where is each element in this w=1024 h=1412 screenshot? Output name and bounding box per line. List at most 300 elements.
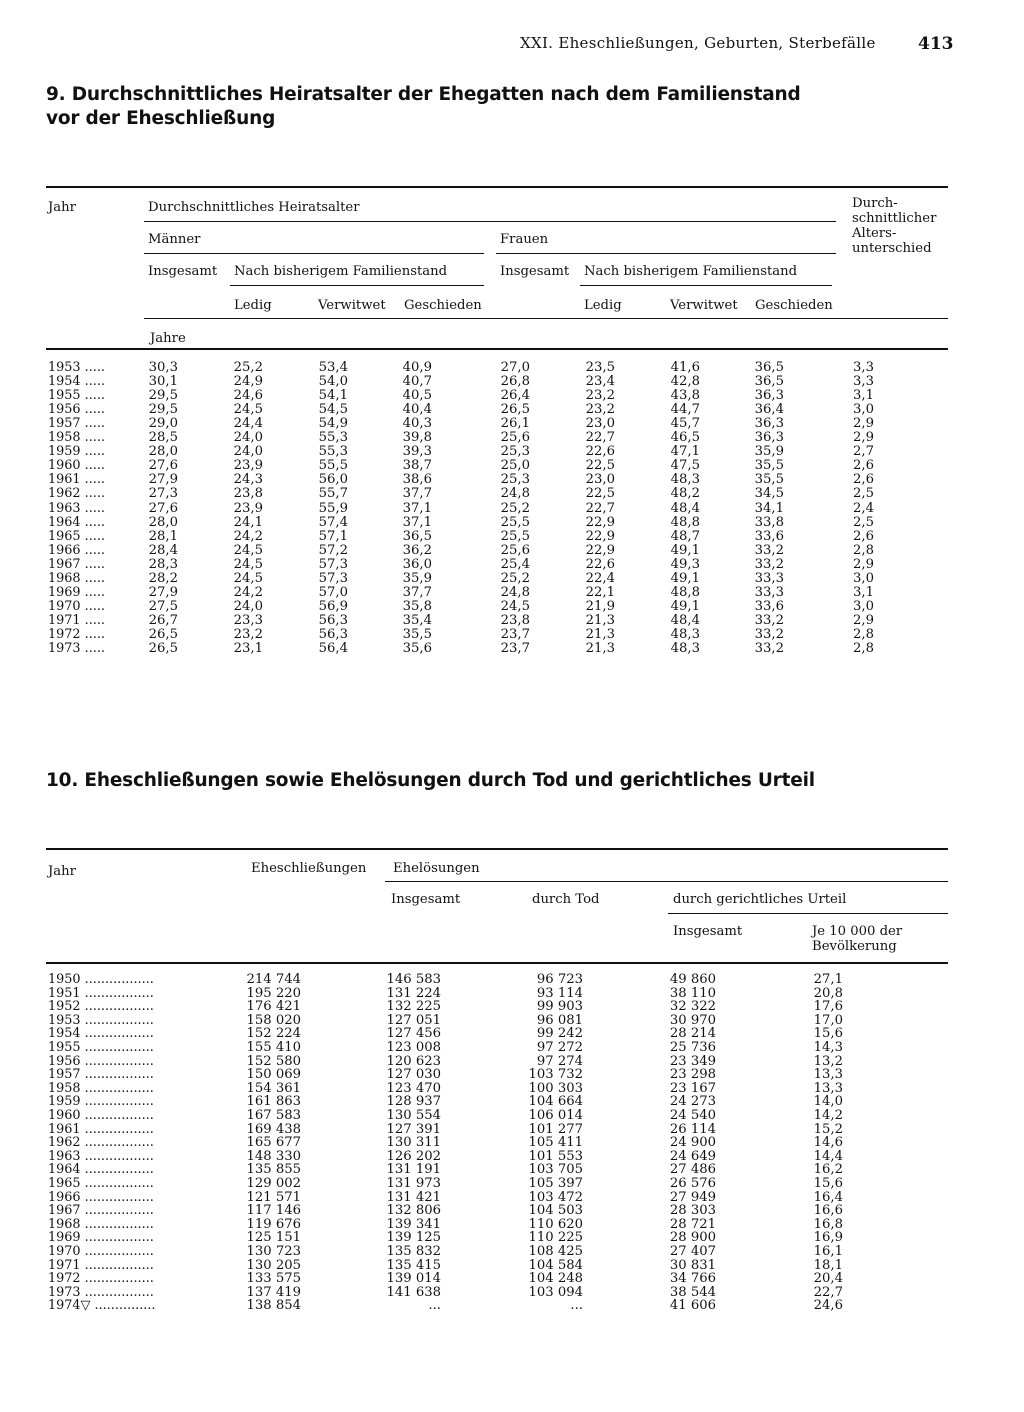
table10-eheloesungen-rule: [385, 881, 948, 882]
eheloesungen-insgesamt-cell: 126 202: [386, 1148, 441, 1164]
maenner-insgesamt-cell: 28,0: [148, 514, 178, 530]
je-10000-line2: Bevölkerung: [812, 939, 897, 954]
frauen-ledig-cell: 22,6: [585, 444, 615, 460]
durch-tod-cell: 103 472: [528, 1189, 583, 1205]
year-cell: 1950 .................: [48, 972, 154, 987]
eheloesungen-insgesamt-cell: 146 583: [386, 972, 441, 987]
maenner-insgesamt-cell: 29,5: [148, 388, 178, 404]
frauen-insgesamt-cell: 25,2: [500, 500, 530, 516]
altersunterschied-cell: 3,3: [853, 374, 874, 390]
maenner-insgesamt-cell: 28,4: [148, 542, 178, 558]
maenner-insgesamt-cell: 27,5: [148, 598, 178, 614]
year-cell: 1955 .....: [48, 388, 105, 404]
table10-header-insgesamt: Insgesamt: [391, 892, 461, 907]
year-cell: 1953 .....: [48, 360, 105, 375]
year-cell: 1966 .................: [48, 1189, 154, 1205]
frauen-verwitwet-cell: 49,1: [670, 570, 700, 586]
maenner-ledig-cell: 24,5: [233, 542, 263, 558]
maenner-geschieden-cell: 40,5: [402, 388, 432, 404]
altersunterschied-cell: 3,0: [853, 598, 874, 614]
durch-tod-cell: 101 277: [528, 1121, 583, 1137]
eheschliessungen-cell: 214 744: [246, 972, 301, 987]
durch-tod-cell: 104 503: [528, 1203, 583, 1219]
frauen-verwitwet-cell: 42,8: [670, 374, 700, 390]
maenner-insgesamt-cell: 27,9: [148, 584, 178, 600]
eheloesungen-insgesamt-cell: 130 554: [386, 1108, 441, 1123]
frauen-geschieden-cell: 36,5: [754, 360, 784, 375]
durch-tod-cell: 100 303: [528, 1080, 583, 1096]
table10-header-bottom-rule: [46, 962, 948, 964]
frauen-insgesamt-cell: 25,2: [500, 570, 530, 586]
table9-header-f-geschieden: Geschieden: [755, 298, 833, 313]
table9-header-m-insgesamt: Insgesamt: [148, 264, 218, 279]
frauen-ledig-cell: 23,0: [585, 416, 615, 432]
maenner-verwitwet-cell: 56,0: [318, 472, 348, 488]
year-cell: 1954 .....: [48, 374, 105, 390]
eheloesungen-insgesamt-cell: 128 937: [386, 1094, 441, 1110]
maenner-geschieden-cell: 39,3: [402, 444, 432, 460]
frauen-insgesamt-cell: 25,5: [500, 528, 530, 544]
frauen-geschieden-cell: 33,2: [754, 542, 784, 558]
eheschliessungen-cell: 158 020: [246, 1012, 301, 1028]
table9-maenner-rule: [144, 253, 484, 254]
maenner-insgesamt-cell: 26,5: [148, 626, 178, 642]
maenner-insgesamt-cell: 29,0: [148, 416, 178, 432]
je-10000-cell: 13,3: [813, 1067, 843, 1083]
eheschliessungen-cell: 148 330: [246, 1148, 301, 1164]
maenner-verwitwet-cell: 56,9: [318, 598, 348, 614]
running-head: XXI. Eheschließungen, Geburten, Sterbefälle: [520, 34, 876, 52]
frauen-ledig-cell: 22,5: [585, 458, 615, 474]
eheschliessungen-cell: 129 002: [246, 1176, 301, 1191]
je-10000-cell: 15,2: [813, 1121, 843, 1137]
frauen-insgesamt-cell: 24,5: [500, 598, 530, 614]
table10-top-rule: [46, 848, 948, 850]
table10-title: 10. Eheschließungen sowie Ehelösungen durch Tod und gerichtliches Urteil: [46, 770, 815, 791]
eheschliessungen-cell: 161 863: [246, 1094, 301, 1110]
table9-title-line2: vor der Eheschließung: [46, 108, 276, 129]
unterschied-line2: schnittlicher: [852, 211, 937, 226]
year-cell: 1973 .................: [48, 1284, 154, 1300]
maenner-ledig-cell: 23,9: [233, 500, 263, 516]
frauen-verwitwet-cell: 45,7: [670, 416, 700, 432]
table9-header-m-ledig: Ledig: [234, 298, 272, 313]
urteil-insgesamt-cell: 27 949: [669, 1189, 716, 1205]
je-10000-cell: 20,8: [813, 985, 843, 1001]
je-10000-cell: 14,4: [813, 1148, 843, 1164]
eheloesungen-insgesamt-cell: 127 051: [386, 1012, 441, 1028]
urteil-insgesamt-cell: 27 486: [669, 1162, 716, 1178]
table9-header-m-verwitwet: Verwitwet: [318, 298, 386, 313]
urteil-insgesamt-cell: 25 736: [669, 1040, 716, 1055]
year-cell: 1970 .....: [48, 598, 105, 614]
maenner-geschieden-cell: 37,1: [402, 500, 432, 516]
maenner-verwitwet-cell: 57,3: [318, 556, 348, 572]
year-cell: 1967 .................: [48, 1203, 154, 1219]
urteil-insgesamt-cell: 28 900: [669, 1230, 716, 1246]
year-cell: 1959 .................: [48, 1094, 154, 1110]
eheloesungen-insgesamt-cell: 127 391: [386, 1121, 441, 1137]
unterschied-line4: unterschied: [852, 241, 932, 256]
maenner-ledig-cell: 23,3: [233, 612, 263, 628]
durch-tod-cell: 101 553: [528, 1148, 583, 1164]
year-cell: 1972 .................: [48, 1271, 154, 1287]
table9-header-m-familienstand: Nach bisherigem Familienstand: [234, 264, 448, 279]
je-10000-cell: 17,6: [813, 999, 843, 1015]
eheloesungen-insgesamt-cell: 123 470: [386, 1080, 441, 1096]
frauen-insgesamt-cell: 26,4: [500, 388, 530, 404]
table9-header-frauen: Frauen: [500, 232, 549, 247]
maenner-ledig-cell: 25,2: [233, 360, 263, 375]
frauen-geschieden-cell: 36,3: [754, 388, 784, 404]
year-cell: 1964 .....: [48, 514, 105, 530]
eheloesungen-insgesamt-cell: 120 623: [386, 1053, 441, 1069]
maenner-verwitwet-cell: 54,1: [318, 388, 348, 404]
durch-tod-cell: 99 903: [536, 999, 583, 1015]
durch-tod-cell: 103 094: [528, 1284, 583, 1300]
eheschliessungen-cell: 117 146: [246, 1203, 301, 1219]
maenner-insgesamt-cell: 27,6: [148, 458, 178, 474]
maenner-verwitwet-cell: 56,3: [318, 626, 348, 642]
altersunterschied-cell: 2,5: [853, 486, 874, 502]
frauen-verwitwet-cell: 47,1: [670, 444, 700, 460]
maenner-ledig-cell: 24,6: [233, 388, 263, 404]
table10-header-durch-tod: durch Tod: [532, 892, 600, 907]
eheschliessungen-cell: 152 224: [246, 1026, 301, 1042]
altersunterschied-cell: 2,7: [853, 444, 874, 460]
year-cell: 1971 .....: [48, 612, 105, 628]
frauen-insgesamt-cell: 23,7: [500, 626, 530, 642]
durch-tod-cell: 105 397: [528, 1176, 583, 1191]
frauen-insgesamt-cell: 25,5: [500, 514, 530, 530]
frauen-geschieden-cell: 34,5: [754, 486, 784, 502]
maenner-verwitwet-cell: 57,2: [318, 542, 348, 558]
maenner-insgesamt-cell: 26,7: [148, 612, 178, 628]
maenner-ledig-cell: 24,5: [233, 570, 263, 586]
durch-tod-cell: 97 274: [536, 1053, 583, 1069]
maenner-verwitwet-cell: 55,3: [318, 444, 348, 460]
maenner-ledig-cell: 24,5: [233, 556, 263, 572]
maenner-ledig-cell: 24,9: [233, 374, 263, 390]
eheloesungen-insgesamt-cell: 127 030: [386, 1067, 441, 1083]
year-cell: 1956 .....: [48, 402, 105, 418]
maenner-ledig-cell: 23,8: [233, 486, 263, 502]
urteil-insgesamt-cell: 23 167: [669, 1080, 716, 1096]
maenner-ledig-cell: 23,2: [233, 626, 263, 642]
year-cell: 1970 .................: [48, 1244, 154, 1259]
table9-header-group: Durchschnittliches Heiratsalter: [148, 200, 360, 215]
eheschliessungen-cell: 130 205: [246, 1257, 301, 1273]
maenner-geschieden-cell: 39,8: [402, 430, 432, 446]
maenner-insgesamt-cell: 30,3: [148, 360, 178, 375]
maenner-ledig-cell: 24,0: [233, 444, 263, 460]
je-10000-cell: 20,4: [813, 1271, 843, 1287]
durch-tod-cell: 93 114: [536, 985, 583, 1001]
maenner-geschieden-cell: 35,4: [402, 612, 432, 628]
table9-header-maenner: Männer: [148, 232, 201, 247]
year-cell: 1968 .................: [48, 1216, 154, 1232]
table10-header-eheschliessungen: Eheschließungen: [251, 861, 367, 876]
maenner-geschieden-cell: 40,9: [402, 360, 432, 375]
frauen-verwitwet-cell: 49,3: [670, 556, 700, 572]
table9-unit-rule: [144, 318, 948, 319]
eheschliessungen-cell: 167 583: [246, 1108, 301, 1123]
maenner-verwitwet-cell: 55,9: [318, 500, 348, 516]
urteil-insgesamt-cell: 28 721: [669, 1216, 716, 1232]
frauen-geschieden-cell: 33,3: [754, 584, 784, 600]
je-10000-cell: 22,7: [813, 1284, 843, 1300]
frauen-verwitwet-cell: 43,8: [670, 388, 700, 404]
altersunterschied-cell: 2,9: [853, 612, 874, 628]
eheloesungen-insgesamt-cell: 141 638: [386, 1284, 441, 1300]
maenner-geschieden-cell: 40,4: [402, 402, 432, 418]
durch-tod-cell: 106 014: [528, 1108, 583, 1123]
eheloesungen-insgesamt-cell: 139 341: [386, 1216, 441, 1232]
maenner-ledig-cell: 24,2: [233, 584, 263, 600]
frauen-insgesamt-cell: 24,8: [500, 584, 530, 600]
urteil-insgesamt-cell: 26 576: [669, 1176, 716, 1191]
maenner-insgesamt-cell: 30,1: [148, 374, 178, 390]
maenner-geschieden-cell: 35,8: [402, 598, 432, 614]
je-10000-cell: 16,8: [813, 1216, 843, 1232]
eheschliessungen-cell: 119 676: [246, 1216, 301, 1232]
altersunterschied-cell: 2,6: [853, 458, 874, 474]
maenner-insgesamt-cell: 29,5: [148, 402, 178, 418]
frauen-verwitwet-cell: 48,3: [670, 641, 700, 656]
altersunterschied-cell: 3,1: [853, 584, 874, 600]
table9-title-line1: 9. Durchschnittliches Heiratsalter der Ehegatten nach dem Familienstand: [46, 84, 801, 105]
frauen-verwitwet-cell: 48,3: [670, 472, 700, 488]
urteil-insgesamt-cell: 30 970: [669, 1012, 716, 1028]
urteil-insgesamt-cell: 24 649: [669, 1148, 716, 1164]
durch-tod-cell: 103 705: [528, 1162, 583, 1178]
maenner-ledig-cell: 24,3: [233, 472, 263, 488]
maenner-verwitwet-cell: 55,5: [318, 458, 348, 474]
eheloesungen-insgesamt-cell: 139 125: [386, 1230, 441, 1246]
frauen-insgesamt-cell: 26,5: [500, 402, 530, 418]
maenner-ledig-cell: 24,0: [233, 430, 263, 446]
frauen-verwitwet-cell: 41,6: [670, 360, 700, 375]
frauen-insgesamt-cell: 25,3: [500, 472, 530, 488]
eheschliessungen-cell: 155 410: [246, 1040, 301, 1055]
urteil-insgesamt-cell: 38 544: [669, 1284, 716, 1300]
year-cell: 1955 .................: [48, 1040, 154, 1055]
maenner-verwitwet-cell: 54,0: [318, 374, 348, 390]
table9-m-fam-rule: [230, 285, 484, 286]
durch-tod-cell: 104 248: [528, 1271, 583, 1287]
durch-tod-cell: 104 584: [528, 1257, 583, 1273]
altersunterschied-cell: 3,0: [853, 570, 874, 586]
frauen-verwitwet-cell: 48,4: [670, 500, 700, 516]
year-cell: 1957 .................: [48, 1067, 154, 1083]
frauen-insgesamt-cell: 26,1: [500, 416, 530, 432]
year-cell: 1963 .....: [48, 500, 105, 516]
year-cell: 1973 .....: [48, 641, 105, 656]
frauen-ledig-cell: 23,5: [585, 360, 615, 375]
table9-header-m-geschieden: Geschieden: [404, 298, 482, 313]
frauen-verwitwet-cell: 49,1: [670, 598, 700, 614]
frauen-ledig-cell: 23,4: [585, 374, 615, 390]
frauen-insgesamt-cell: 23,7: [500, 641, 530, 656]
maenner-verwitwet-cell: 57,1: [318, 528, 348, 544]
frauen-geschieden-cell: 36,3: [754, 416, 784, 432]
je-10000-cell: 17,0: [813, 1012, 843, 1028]
year-cell: 1967 .....: [48, 556, 105, 572]
frauen-verwitwet-cell: 49,1: [670, 542, 700, 558]
frauen-geschieden-cell: 36,5: [754, 374, 784, 390]
eheloesungen-insgesamt-cell: 139 014: [386, 1271, 441, 1287]
maenner-geschieden-cell: 36,0: [402, 556, 432, 572]
table9-header-f-familienstand: Nach bisherigem Familienstand: [584, 264, 798, 279]
eheloesungen-insgesamt-cell: 127 456: [386, 1026, 441, 1042]
frauen-geschieden-cell: 35,9: [754, 444, 784, 460]
year-cell: 1969 .................: [48, 1230, 154, 1246]
maenner-insgesamt-cell: 28,3: [148, 556, 178, 572]
urteil-insgesamt-cell: 23 298: [669, 1067, 716, 1083]
eheloesungen-insgesamt-cell: 135 832: [386, 1244, 441, 1259]
frauen-insgesamt-cell: 25,3: [500, 444, 530, 460]
eheschliessungen-cell: 133 575: [246, 1271, 301, 1287]
maenner-insgesamt-cell: 27,9: [148, 472, 178, 488]
year-cell: 1956 .................: [48, 1053, 154, 1069]
year-cell: 1958 .....: [48, 430, 105, 446]
durch-tod-cell: ...: [570, 1298, 583, 1314]
table10-header-je-10000: [812, 924, 902, 954]
maenner-verwitwet-cell: 54,9: [318, 416, 348, 432]
durch-tod-cell: 96 723: [536, 972, 583, 987]
year-cell: 1960 .................: [48, 1108, 154, 1123]
maenner-verwitwet-cell: 57,4: [318, 514, 348, 530]
frauen-geschieden-cell: 33,2: [754, 612, 784, 628]
frauen-insgesamt-cell: 25,6: [500, 430, 530, 446]
frauen-insgesamt-cell: 25,0: [500, 458, 530, 474]
frauen-verwitwet-cell: 48,8: [670, 514, 700, 530]
altersunterschied-cell: 2,9: [853, 416, 874, 432]
eheloesungen-insgesamt-cell: 131 973: [386, 1176, 441, 1191]
table9-header-f-insgesamt: Insgesamt: [500, 264, 570, 279]
table9-header-unterschied: [852, 196, 936, 256]
frauen-ledig-cell: 22,9: [585, 528, 615, 544]
maenner-verwitwet-cell: 54,5: [318, 402, 348, 418]
frauen-insgesamt-cell: 25,4: [500, 556, 530, 572]
year-cell: 1954 .................: [48, 1026, 154, 1042]
year-cell: 1958 .................: [48, 1080, 154, 1096]
frauen-geschieden-cell: 33,8: [754, 514, 784, 530]
altersunterschied-cell: 2,9: [853, 430, 874, 446]
eheloesungen-insgesamt-cell: 130 311: [386, 1135, 441, 1151]
eheschliessungen-cell: 121 571: [246, 1189, 301, 1205]
durch-tod-cell: 105 411: [528, 1135, 583, 1151]
frauen-insgesamt-cell: 27,0: [500, 360, 530, 375]
frauen-verwitwet-cell: 48,2: [670, 486, 700, 502]
je-10000-cell: 14,6: [813, 1135, 843, 1151]
table9-header-f-ledig: Ledig: [584, 298, 622, 313]
eheloesungen-insgesamt-cell: 131 224: [386, 985, 441, 1001]
maenner-ledig-cell: 24,2: [233, 528, 263, 544]
frauen-geschieden-cell: 33,2: [754, 626, 784, 642]
eheloesungen-insgesamt-cell: 123 008: [386, 1040, 441, 1055]
year-cell: 1960 .....: [48, 458, 105, 474]
maenner-verwitwet-cell: 57,0: [318, 584, 348, 600]
durch-tod-cell: 104 664: [528, 1094, 583, 1110]
frauen-verwitwet-cell: 48,4: [670, 612, 700, 628]
unterschied-line1: Durch-: [852, 196, 898, 211]
year-cell: 1961 .....: [48, 472, 105, 488]
altersunterschied-cell: 2,8: [853, 542, 874, 558]
maenner-ledig-cell: 24,0: [233, 598, 263, 614]
table10-header-eheloesungen: Ehelösungen: [393, 861, 480, 876]
eheschliessungen-cell: 165 677: [246, 1135, 301, 1151]
maenner-geschieden-cell: 37,7: [402, 486, 432, 502]
altersunterschied-cell: 3,3: [853, 360, 874, 375]
year-cell: 1962 .................: [48, 1135, 154, 1151]
maenner-geschieden-cell: 35,5: [402, 626, 432, 642]
je-10000-cell: 16,2: [813, 1162, 843, 1178]
maenner-geschieden-cell: 35,6: [402, 641, 432, 656]
eheloesungen-insgesamt-cell: 135 415: [386, 1257, 441, 1273]
frauen-insgesamt-cell: 25,6: [500, 542, 530, 558]
je-10000-cell: 14,2: [813, 1108, 843, 1123]
je-10000-cell: 16,6: [813, 1203, 843, 1219]
je-10000-cell: 15,6: [813, 1176, 843, 1191]
urteil-insgesamt-cell: 27 407: [669, 1244, 716, 1259]
maenner-verwitwet-cell: 53,4: [318, 360, 348, 375]
year-cell: 1966 .....: [48, 542, 105, 558]
year-cell: 1969 .....: [48, 584, 105, 600]
frauen-ledig-cell: 23,2: [585, 402, 615, 418]
table10-header-jahr: Jahr: [48, 864, 76, 879]
urteil-insgesamt-cell: 26 114: [669, 1121, 716, 1137]
urteil-insgesamt-cell: 24 900: [669, 1135, 716, 1151]
maenner-verwitwet-cell: 56,3: [318, 612, 348, 628]
year-cell: 1971 .................: [48, 1257, 154, 1273]
maenner-ledig-cell: 24,5: [233, 402, 263, 418]
maenner-geschieden-cell: 36,2: [402, 542, 432, 558]
durch-tod-cell: 96 081: [536, 1012, 583, 1028]
je-10000-cell: 15,6: [813, 1026, 843, 1042]
frauen-insgesamt-cell: 26,8: [500, 374, 530, 390]
table9-group-rule: [144, 221, 836, 222]
maenner-ledig-cell: 24,4: [233, 416, 263, 432]
year-cell: 1972 .....: [48, 626, 105, 642]
frauen-ledig-cell: 22,9: [585, 542, 615, 558]
eheschliessungen-cell: 195 220: [246, 985, 301, 1001]
altersunterschied-cell: 2,8: [853, 626, 874, 642]
maenner-insgesamt-cell: 28,0: [148, 444, 178, 460]
frauen-geschieden-cell: 33,6: [754, 598, 784, 614]
maenner-geschieden-cell: 40,3: [402, 416, 432, 432]
frauen-ledig-cell: 21,9: [585, 598, 615, 614]
eheschliessungen-cell: 152 580: [246, 1053, 301, 1069]
frauen-ledig-cell: 21,3: [585, 626, 615, 642]
urteil-insgesamt-cell: 34 766: [669, 1271, 716, 1287]
frauen-ledig-cell: 23,2: [585, 388, 615, 404]
year-cell: 1959 .....: [48, 444, 105, 460]
maenner-geschieden-cell: 40,7: [402, 374, 432, 390]
maenner-insgesamt-cell: 27,3: [148, 486, 178, 502]
frauen-ledig-cell: 22,1: [585, 584, 615, 600]
table9-f-fam-rule: [580, 285, 832, 286]
table9-header-f-verwitwet: Verwitwet: [670, 298, 738, 313]
eheschliessungen-cell: 125 151: [246, 1230, 301, 1246]
frauen-geschieden-cell: 35,5: [754, 472, 784, 488]
year-cell: 1963 .................: [48, 1148, 154, 1164]
frauen-ledig-cell: 21,3: [585, 612, 615, 628]
year-cell: 1951 .................: [48, 985, 154, 1001]
maenner-geschieden-cell: 36,5: [402, 528, 432, 544]
maenner-geschieden-cell: 37,7: [402, 584, 432, 600]
urteil-insgesamt-cell: 49 860: [669, 972, 716, 987]
